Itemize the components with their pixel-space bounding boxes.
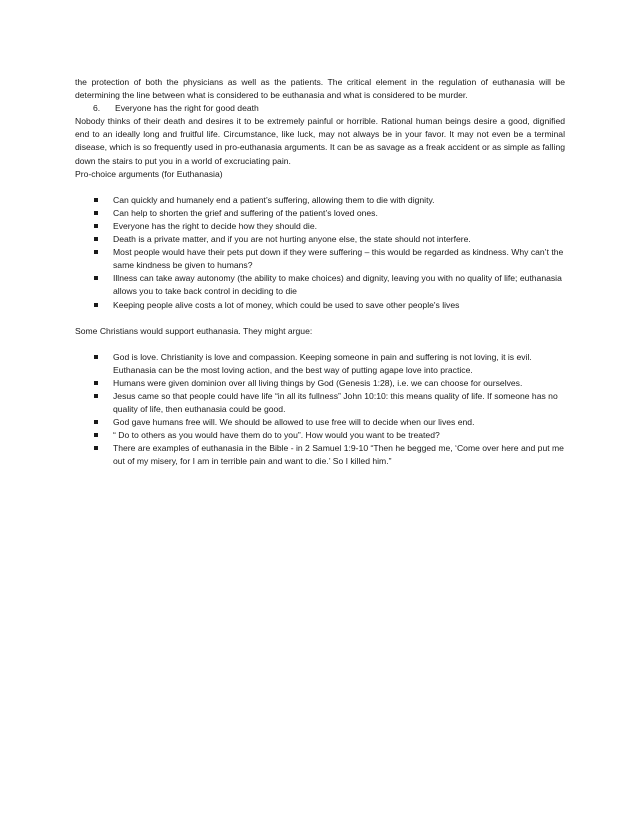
bullet-icon: [94, 394, 98, 398]
list-item-text: “ Do to others as you would have them do to you”. How would you want to be treated?: [113, 430, 440, 441]
list-item: [75, 233, 565, 246]
bullet-icon: [94, 420, 98, 424]
christians-heading: Some Christians would support euthanasia. They might argue:: [75, 325, 313, 336]
list-item-text: God is love. Christianity is love and compassion. Keeping someone in pain and suffering is not loving, it is evil. Euthanasia can be the most loving action, and the best way of putting agape love into practice.: [113, 351, 532, 375]
list-item-text: Death is a private matter, and if you are not hurting anyone else, the state should not interfere.: [113, 234, 471, 245]
list-item-text: Jesus came so that people could have life “in all its fullness” John 10:10: this means quality of life. If someone has no quality of life, then euthanasia could be good.: [113, 390, 558, 415]
document-content: [75, 76, 565, 469]
list-item: [75, 429, 565, 442]
numbered-heading-text: Everyone has the right for good death: [115, 103, 259, 114]
bullet-icon: [94, 224, 98, 228]
bullet-icon: [94, 446, 98, 450]
list-item: [75, 416, 565, 429]
list-item-text: God gave humans free will. We should be allowed to use free will to decide when our lives end.: [113, 417, 475, 428]
list-item: [75, 377, 565, 390]
list-item: [75, 207, 565, 220]
christian-arguments-list: [75, 351, 565, 469]
bullet-icon: [94, 433, 98, 437]
list-item: [75, 272, 565, 298]
numbered-heading-number: 6.: [93, 103, 101, 114]
list-item-text: Keeping people alive costs a lot of money, which could be used to save other people's lives: [113, 299, 460, 310]
bullet-icon: [94, 237, 98, 241]
bullet-icon: [94, 303, 98, 307]
list-item: [75, 246, 565, 272]
bullet-icon: [94, 211, 98, 215]
numbered-heading: [75, 102, 565, 115]
bullet-icon: [94, 355, 98, 359]
spacer: [75, 312, 565, 325]
list-item-text: Can quickly and humanely end a patient’s suffering, allowing them to die with dignity.: [113, 194, 435, 205]
list-item-text: Most people would have their pets put down if they were suffering – this would be regarded as kindness. Why can’t the same kindness be given to humans?: [113, 247, 564, 271]
list-item-text: There are examples of euthanasia in the Bible - in 2 Samuel 1:9-10 “Then he begged me, ‘Come over here and put me out of my misery, for I am in terrible pain and want to die.’ So I killed him.”: [113, 443, 564, 467]
list-item: [75, 220, 565, 233]
pro-choice-heading: Pro-choice arguments (for Euthanasia): [75, 168, 223, 179]
bullet-icon: [94, 250, 98, 254]
good-death-paragraph: Nobody thinks of their death and desires it to be extremely painful or horrible. Rational human beings desire a good, dignified end to an ideally long and fruitful life. Circumstance, like luck, may not always be in your favor. It may not even be a terminal disease, which is so frequently used in pro-euthanasia arguments. It can be as savage as a freak accident or as simple as falling down the stairs to put you in a world of excruciating pain.: [75, 116, 565, 166]
list-item: [75, 299, 565, 312]
list-item-text: Illness can take away autonomy (the ability to make choices) and dignity, leaving you with no quality of life; euthanasia allows you to take back control in deciding to die: [113, 273, 562, 297]
list-item: [75, 442, 565, 468]
pro-choice-list: [75, 194, 565, 312]
bullet-icon: [94, 198, 98, 202]
list-item-text: Humans were given dominion over all living things by God (Genesis 1:28), i.e. we can choose for ourselves.: [113, 377, 523, 388]
list-item-text: Can help to shorten the grief and suffering of the patient’s loved ones.: [113, 207, 378, 218]
list-item: [75, 390, 565, 416]
intro-paragraph: the protection of both the physicians as well as the patients. The critical element in the regulation of euthanasia will be determining the line between what is considered to be euthanasia and what is considered to be murder.: [75, 77, 565, 101]
bullet-icon: [94, 381, 98, 385]
spacer: [75, 181, 565, 194]
list-item: [75, 194, 565, 207]
list-item-text: Everyone has the right to decide how they should die.: [113, 220, 317, 231]
spacer: [75, 338, 565, 351]
list-item: [75, 351, 565, 377]
bullet-icon: [94, 276, 98, 280]
